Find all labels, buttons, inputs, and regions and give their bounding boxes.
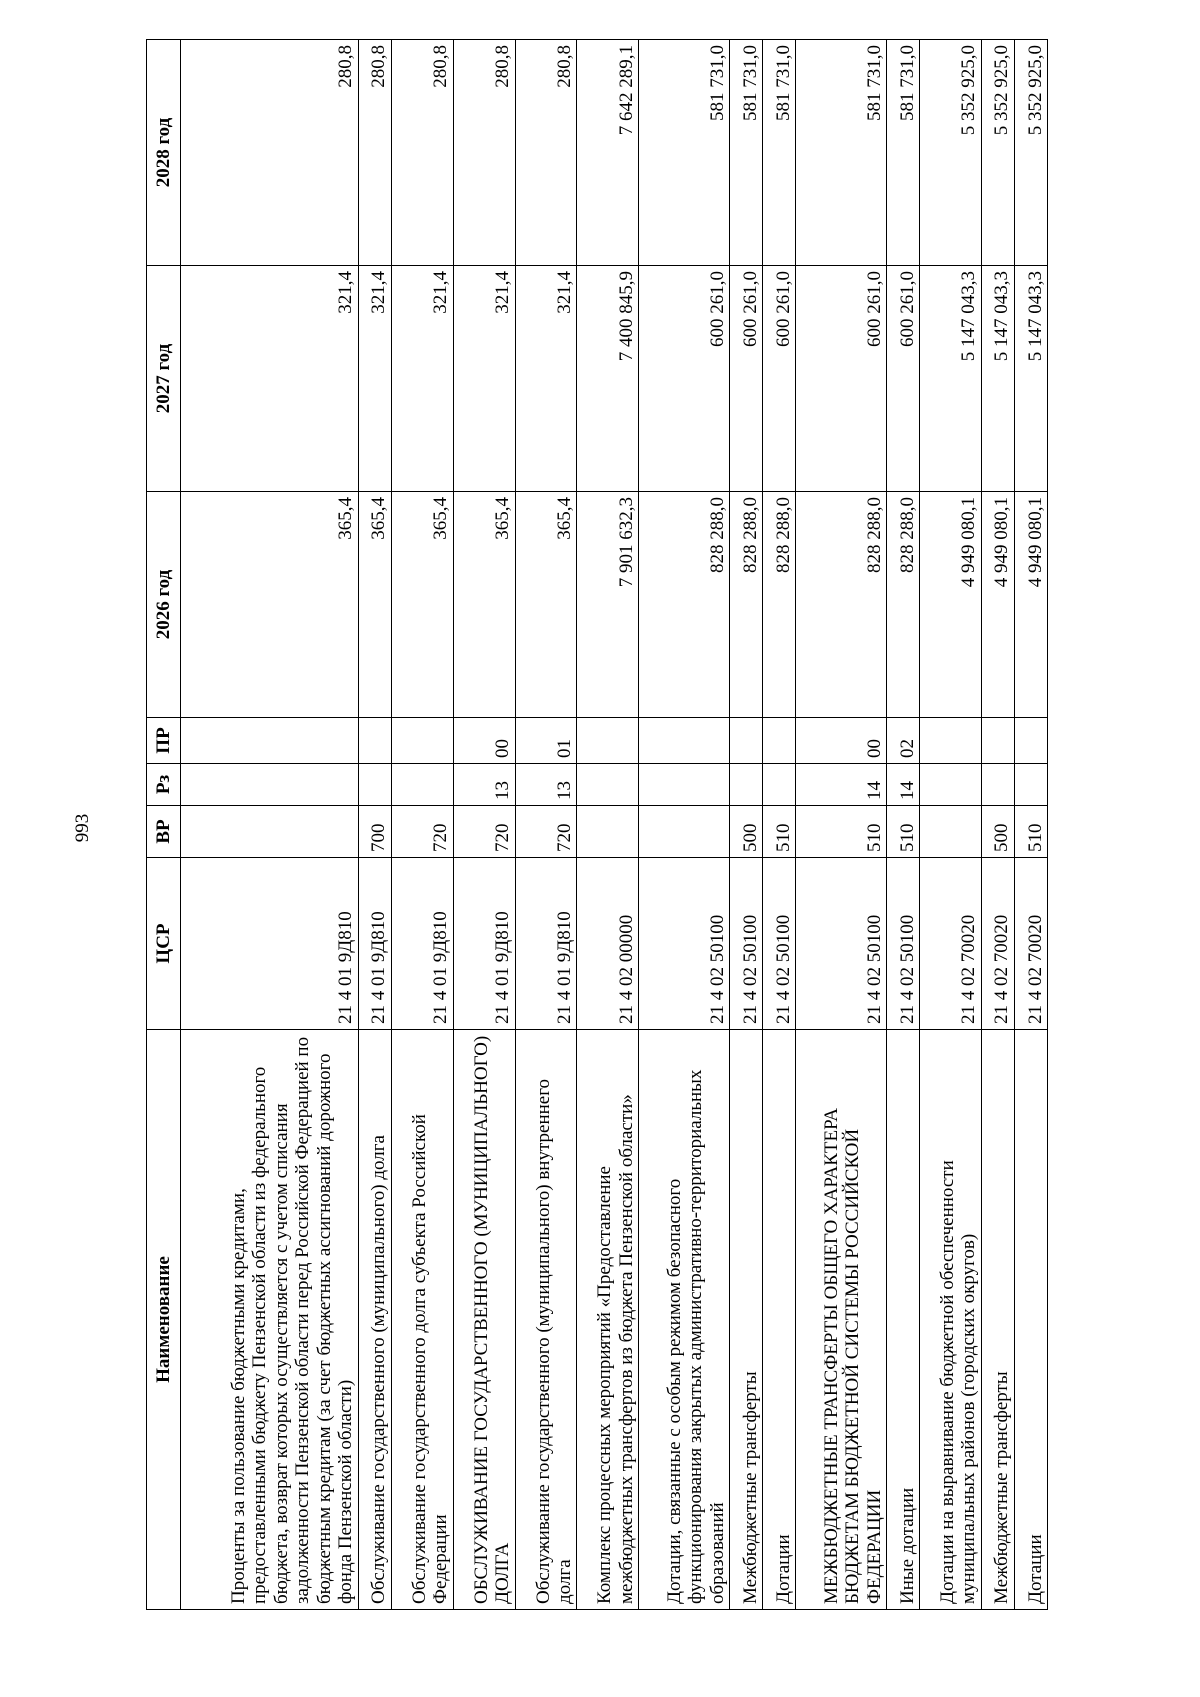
cell-pr: 00	[453, 718, 515, 764]
cell-csr: 21 4 01 9Д810	[181, 858, 359, 1030]
cell-rz: 13	[515, 764, 577, 806]
cell-2026: 4 949 080,1	[920, 492, 982, 718]
cell-rz: 14	[796, 764, 887, 806]
cell-2027: 321,4	[391, 266, 453, 492]
table-row	[358, 40, 391, 1610]
cell-2026: 4 949 080,1	[1014, 492, 1047, 718]
cell-name: Дотации на выравнивание бюджетной обеспеченности муниципальных районов (городских округов)	[920, 1030, 982, 1610]
table-row	[639, 40, 730, 1610]
cell-2027: 321,4	[358, 266, 391, 492]
page-number: 993	[72, 813, 93, 843]
cell-name: Обслуживание государственного (муниципального) внутреннего долга	[515, 1030, 577, 1610]
table-row	[763, 40, 796, 1610]
table-row	[730, 40, 763, 1610]
cell-2028: 5 352 925,0	[1014, 40, 1047, 266]
cell-vr: 700	[358, 806, 391, 858]
cell-csr: 21 4 02 50100	[887, 858, 920, 1030]
cell-2026: 4 949 080,1	[981, 492, 1014, 718]
cell-2026: 828 288,0	[763, 492, 796, 718]
cell-2028: 581 731,0	[639, 40, 730, 266]
cell-vr: 500	[981, 806, 1014, 858]
table-row	[577, 40, 639, 1610]
cell-name: Дотации	[763, 1030, 796, 1610]
cell-csr: 21 4 02 70020	[920, 858, 982, 1030]
cell-2028: 5 352 925,0	[981, 40, 1014, 266]
table-header-row	[147, 40, 181, 1610]
cell-2026: 7 901 632,3	[577, 492, 639, 718]
budget-table	[146, 39, 1048, 1610]
cell-name: Межбюджетные трансферты	[981, 1030, 1014, 1610]
header-2027: 2027 год	[147, 266, 181, 492]
cell-vr: 510	[887, 806, 920, 858]
cell-rz	[639, 764, 730, 806]
cell-vr: 510	[763, 806, 796, 858]
cell-csr: 21 4 01 9Д810	[391, 858, 453, 1030]
cell-vr	[920, 806, 982, 858]
cell-name: Межбюджетные трансферты	[730, 1030, 763, 1610]
cell-pr	[730, 718, 763, 764]
cell-pr: 02	[887, 718, 920, 764]
cell-vr: 510	[1014, 806, 1047, 858]
cell-2027: 5 147 043,3	[920, 266, 982, 492]
cell-2027: 600 261,0	[887, 266, 920, 492]
table-row	[453, 40, 515, 1610]
cell-2026: 828 288,0	[639, 492, 730, 718]
cell-vr	[577, 806, 639, 858]
cell-vr: 720	[453, 806, 515, 858]
cell-csr: 21 4 01 9Д810	[358, 858, 391, 1030]
cell-rz	[730, 764, 763, 806]
cell-2028: 581 731,0	[763, 40, 796, 266]
cell-pr	[763, 718, 796, 764]
table-row	[920, 40, 982, 1610]
table-row	[181, 40, 359, 1610]
cell-2027: 321,4	[453, 266, 515, 492]
cell-name: Проценты за пользование бюджетными кредитами, предоставленными бюджету Пензенской области из федерального бюджета, возврат которых осуществляется с учетом списания задолженности Пензенской области перед Российской Федерацией по бюджетным кредитам (за счет бюджетных ассигнований дорожного фонда Пензенской области)	[181, 1030, 359, 1610]
cell-name: Обслуживание государственного долга субъекта Российской Федерации	[391, 1030, 453, 1610]
cell-2028: 5 352 925,0	[920, 40, 982, 266]
cell-2027: 600 261,0	[796, 266, 887, 492]
cell-vr: 720	[515, 806, 577, 858]
cell-rz	[358, 764, 391, 806]
cell-rz	[577, 764, 639, 806]
cell-vr	[639, 806, 730, 858]
cell-vr: 720	[391, 806, 453, 858]
cell-2028: 581 731,0	[887, 40, 920, 266]
table-row	[981, 40, 1014, 1610]
table-row	[515, 40, 577, 1610]
cell-2028: 7 642 289,1	[577, 40, 639, 266]
cell-pr	[639, 718, 730, 764]
cell-pr	[358, 718, 391, 764]
cell-csr: 21 4 01 9Д810	[453, 858, 515, 1030]
cell-rz	[981, 764, 1014, 806]
table-container	[146, 40, 1048, 1610]
cell-2027: 600 261,0	[763, 266, 796, 492]
cell-vr: 500	[730, 806, 763, 858]
cell-rz	[391, 764, 453, 806]
cell-2028: 581 731,0	[730, 40, 763, 266]
header-pr: ПР	[147, 718, 181, 764]
header-rz: Рз	[147, 764, 181, 806]
cell-rz: 14	[887, 764, 920, 806]
cell-rz: 13	[453, 764, 515, 806]
cell-2026: 828 288,0	[796, 492, 887, 718]
cell-2026: 365,4	[515, 492, 577, 718]
header-csr: ЦСР	[147, 858, 181, 1030]
cell-pr	[391, 718, 453, 764]
cell-csr: 21 4 02 50100	[639, 858, 730, 1030]
cell-2028: 280,8	[515, 40, 577, 266]
cell-csr: 21 4 02 00000	[577, 858, 639, 1030]
table-body	[181, 40, 1048, 1610]
header-2026: 2026 год	[147, 492, 181, 718]
table-row	[796, 40, 887, 1610]
cell-name: МЕЖБЮДЖЕТНЫЕ ТРАНСФЕРТЫ ОБЩЕГО ХАРАКТЕРА БЮДЖЕТАМ БЮДЖЕТНОЙ СИСТЕМЫ РОССИЙСКОЙ ФЕДЕРАЦИИ	[796, 1030, 887, 1610]
cell-2028: 280,8	[358, 40, 391, 266]
cell-2026: 828 288,0	[730, 492, 763, 718]
cell-pr: 00	[796, 718, 887, 764]
cell-rz	[1014, 764, 1047, 806]
cell-rz	[920, 764, 982, 806]
cell-csr: 21 4 02 70020	[1014, 858, 1047, 1030]
cell-2027: 321,4	[181, 266, 359, 492]
cell-csr: 21 4 02 50100	[796, 858, 887, 1030]
cell-2026: 365,4	[391, 492, 453, 718]
cell-pr	[981, 718, 1014, 764]
cell-vr: 510	[796, 806, 887, 858]
cell-pr	[1014, 718, 1047, 764]
cell-name: Обслуживание государственного (муниципального) долга	[358, 1030, 391, 1610]
cell-2028: 280,8	[391, 40, 453, 266]
cell-pr	[920, 718, 982, 764]
header-name: Наименование	[147, 1030, 181, 1610]
table-row	[1014, 40, 1047, 1610]
cell-2028: 280,8	[181, 40, 359, 266]
cell-2027: 5 147 043,3	[981, 266, 1014, 492]
cell-2027: 600 261,0	[730, 266, 763, 492]
cell-name: ОБСЛУЖИВАНИЕ ГОСУДАРСТВЕННОГО (МУНИЦИПАЛЬНОГО) ДОЛГА	[453, 1030, 515, 1610]
cell-2026: 828 288,0	[887, 492, 920, 718]
cell-pr: 01	[515, 718, 577, 764]
cell-2026: 365,4	[453, 492, 515, 718]
cell-csr: 21 4 01 9Д810	[515, 858, 577, 1030]
cell-rz	[181, 764, 359, 806]
cell-2027: 5 147 043,3	[1014, 266, 1047, 492]
cell-2027: 7 400 845,9	[577, 266, 639, 492]
cell-2026: 365,4	[181, 492, 359, 718]
cell-2026: 365,4	[358, 492, 391, 718]
cell-2028: 280,8	[453, 40, 515, 266]
cell-csr: 21 4 02 50100	[763, 858, 796, 1030]
cell-pr	[181, 718, 359, 764]
cell-name: Иные дотации	[887, 1030, 920, 1610]
cell-2028: 581 731,0	[796, 40, 887, 266]
cell-name: Комплекс процессных мероприятий «Предоставление межбюджетных трансфертов из бюджета Пензенской области»	[577, 1030, 639, 1610]
header-vr: ВР	[147, 806, 181, 858]
table-row	[887, 40, 920, 1610]
cell-vr	[181, 806, 359, 858]
cell-name: Дотации	[1014, 1030, 1047, 1610]
cell-2027: 321,4	[515, 266, 577, 492]
cell-2027: 600 261,0	[639, 266, 730, 492]
cell-name: Дотации, связанные с особым режимом безопасного функционирования закрытых административно-территориальных образований	[639, 1030, 730, 1610]
cell-pr	[577, 718, 639, 764]
cell-rz	[763, 764, 796, 806]
cell-csr: 21 4 02 70020	[981, 858, 1014, 1030]
header-2028: 2028 год	[147, 40, 181, 266]
cell-csr: 21 4 02 50100	[730, 858, 763, 1030]
table-row	[391, 40, 453, 1610]
